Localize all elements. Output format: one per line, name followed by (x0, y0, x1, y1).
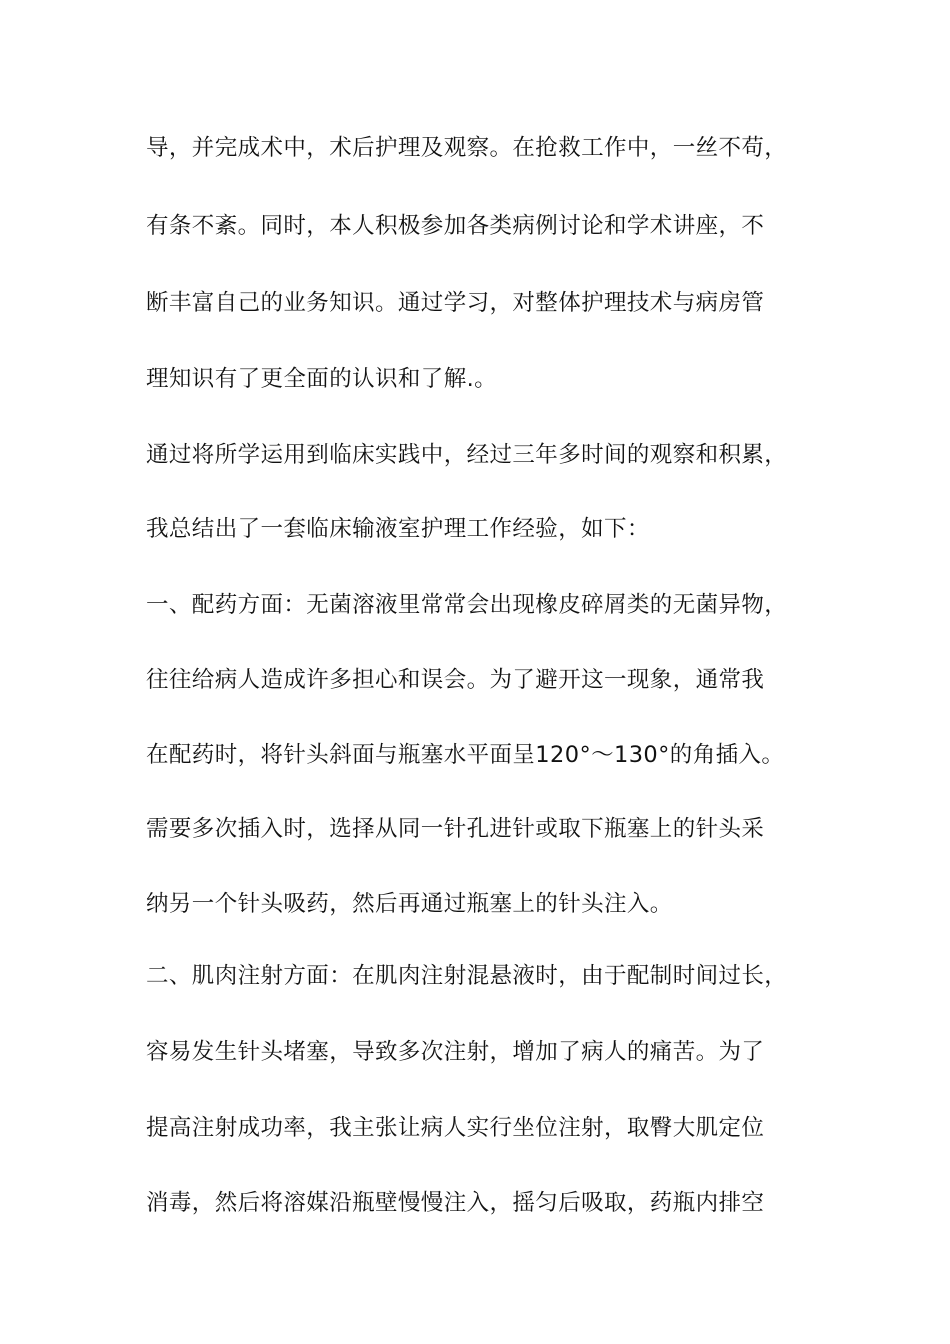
text-line: 往往给病人造成许多担心和误会。为了避开这一现象，通常我 (146, 667, 765, 693)
text-line: 容易发生针头堵塞，导致多次注射，增加了病人的痛苦。为了 (146, 1039, 765, 1065)
text-line: 我总结出了一套临床输液室护理工作经验，如下： (146, 516, 650, 542)
text-line: 纳另一个针头吸药，然后再通过瓶塞上的针头注入。 (146, 891, 673, 917)
text-line: 需要多次插入时，选择从同一针孔进针或取下瓶塞上的针头采 (146, 816, 765, 842)
text-line: 导，并完成术中，术后护理及观察。在抢救工作中，一丝不苟， (146, 135, 788, 161)
text-line: 提高注射成功率，我主张让病人实行坐位注射，取臀大肌定位 (146, 1115, 765, 1141)
text-line: 理知识有了更全面的认识和了解.。 (146, 366, 498, 392)
paragraph-start-line: 通过将所学运用到临床实践中，经过三年多时间的观察和积累， (146, 442, 788, 468)
text-line: 消毒，然后将溶媒沿瓶壁慢慢注入，摇匀后吸取，药瓶内排空 (146, 1190, 765, 1216)
section-heading-line: 一、配药方面：无菌溶液里常常会出现橡皮碎屑类的无菌异物， (146, 592, 788, 618)
text-line: 有条不紊。同时，本人积极参加各类病例讨论和学术讲座，不 (146, 213, 765, 239)
section-heading-line: 二、肌肉注射方面：在肌肉注射混悬液时，由于配制时间过长， (146, 963, 788, 989)
text-line: 在配药时，将针头斜面与瓶塞水平面呈120°～130°的角插入。 (146, 742, 785, 768)
text-line: 断丰富自己的业务知识。通过学习，对整体护理技术与病房管 (146, 290, 765, 316)
